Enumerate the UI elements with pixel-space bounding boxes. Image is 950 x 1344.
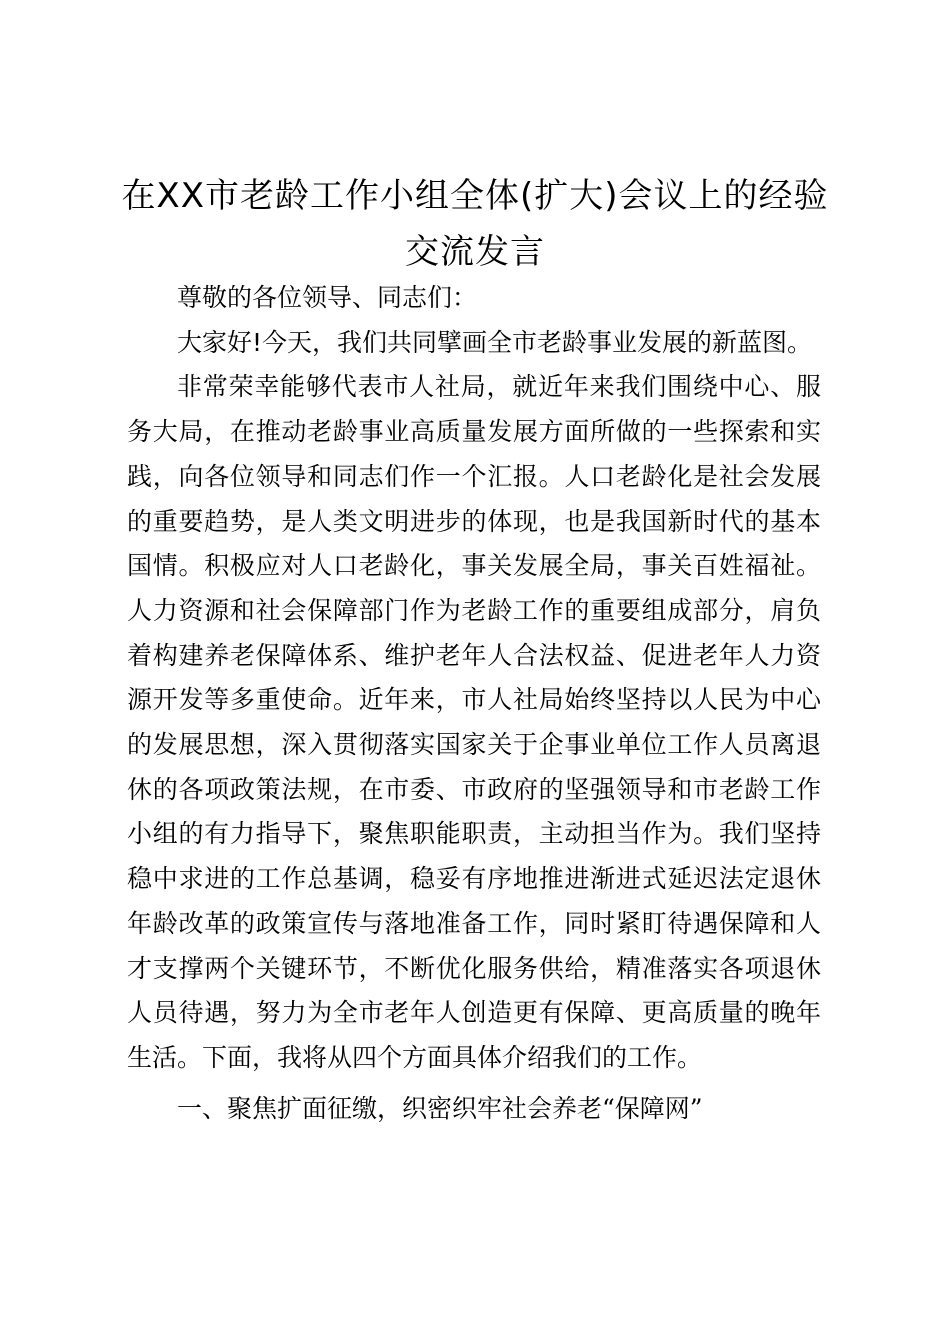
- document-body: [127, 276, 821, 1131]
- salutation: 尊敬的各位领导、同志们：: [177, 283, 478, 312]
- paragraph-greeting: 大家好!今天，我们共同擘画全市老龄事业发展的新蓝图。: [177, 327, 813, 357]
- section-heading: 一、聚焦扩面征缴，织密织牢社会养老“保障网”: [177, 1093, 703, 1123]
- document-title: 在XX市老龄工作小组全体(扩大)会议上的经验交流发言: [121, 176, 829, 272]
- paragraph-introduction: 非常荣幸能够代表市人社局，就近年来我们围绕中心、服务大局，在推动老龄事业高质量发展方面所做的一些探索和实践，向各位领导和同志们作一个汇报。人口老龄化是社会发展的重要趋势，是人类文明进步的体现，也是我国新时代的基本国情。积极应对人口老龄化，事关发展全局，事关百姓福祉。人力资源和社会保障部门作为老龄工作的重要组成部分，肩负着构建养老保障体系、维护老年人合法权益、促进老年人力资源开发等多重使命。近年来，市人社局始终坚持以人民为中心的发展思想，深入贯彻落实国家关于企事业单位工作人员离退休的各项政策法规，在市委、市政府的坚强领导和市老龄工作小组的有力指导下，聚焦职能职责，主动担当作为。我们坚持稳中求进的工作总基调，稳妥有序地推进渐进式延迟法定退休年龄改革的政策宣传与落地准备工作，同时紧盯待遇保障和人才支撑两个关键环节，不断优化服务供给，精准落实各项退休人员待遇，努力为全市老年人创造更有保障、更高质量的晚年生活。下面，我将从四个方面具体介绍我们的工作。: [127, 372, 821, 1072]
